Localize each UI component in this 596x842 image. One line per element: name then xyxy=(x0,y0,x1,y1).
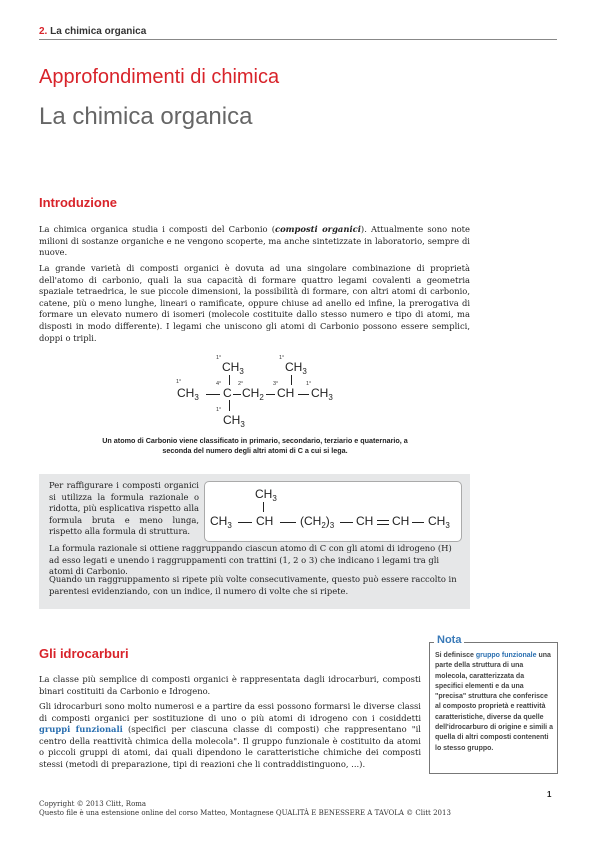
heading-introduzione: Introduzione xyxy=(39,195,117,210)
page-title: La chimica organica xyxy=(39,103,253,130)
hydro-paragraph-1: La classe più semplice di composti organici è rappresentata dagli idrocarburi, composti binari costituiti da Carbonio e Idrogeno. xyxy=(39,674,421,696)
rational-formula: $CH_3$ $CH_3$ CH $(CH_2)_3$ CH CH $CH_3$ xyxy=(210,487,450,530)
course-line: Questo file è una estensione online del corso Matteo, Montagnese QUALITÀ E BENESSERE A TAVOLA © Clitt 2013 xyxy=(39,809,451,817)
nota-label: Nota xyxy=(434,634,464,646)
chapter-number: 2. xyxy=(39,26,48,37)
gruppi-funzionali-term: gruppi funzionali xyxy=(39,724,123,735)
composti-organici-term: composti organici xyxy=(274,224,361,234)
hydro-paragraph-2: Gli idrocarburi sono molto numerosi e a partire da essi possono formarsi le diverse classi di composti organici per sostituzione di uno o più atomi di idrogeno con i cosiddetti gruppi funzionali (specifici per ciascuna classe di composti) che rappresentano "il centro della reattività chimica della molecola". Il gruppo funzionale è costituito da atomi o piccoli gruppi di atomi, dai quali dipendono le caratteristiche chimiche dei composti stessi (metodi di preparazione, tipi di reazioni che li contraddistinguono, ...). xyxy=(39,701,421,769)
page-number: 1 xyxy=(547,790,552,799)
intro-paragraph-1: La chimica organica studia i composti del Carbonio (composti organici). Attualmente sono note milioni di sostanze organiche e ne vengono scoperte, ma anche sintetizzate in laboratorio, sempre di nuove. xyxy=(39,224,470,258)
section-kicker: Approfondimenti di chimica xyxy=(39,66,280,88)
carbon-classification-structure: 1° $CH_3$ 1° $CH_3$ 1° $CH_3$ 4° C 2° $CH_2$ 3° CH 1° $CH_3$ 1° $CH_3$ xyxy=(176,355,333,429)
gruppo-funzionale-term: gruppo funzionale xyxy=(475,652,537,659)
box-side-text: Per raffigurare i composti organici si utilizza la formula razionale o ridotta, più esplicativa rispetto alla formula bruta e meno lunga, rispetto alla formula di struttura. xyxy=(49,480,199,537)
footer xyxy=(39,800,451,818)
nota-text: Si definisce gruppo funzionale una parte della struttura di una molecola, caratterizzata da specifici elementi e da una "precisa" struttura che conferisce al composto proprietà e reattività caratteristiche, diverse da quelle dell'idrocarburo di origine e simili a quella di altri composti contenenti lo stesso gruppo. xyxy=(435,652,553,752)
box-text-2: La formula razionale si ottiene raggruppando ciascun atomo di C con gli atomi di idrogeno (H) ad esso legati e unendo i raggruppamenti con trattini (1, 2 o 3) che indicano i legami tra gli atomi di Carbonio. xyxy=(49,543,452,577)
intro-paragraph-2: La grande varietà di composti organici è dovuta ad una singolare combinazione di proprietà dell'atomo di carbonio, quali la sua capacità di formare quattro legami covalenti a geometria spaziale tetraedrica, le sue piccole dimensioni, la possibilità di formare, con altri atomi di carbonio, catene, più o meno lunghe, lineari o ramificate, oppure chiuse ad anello ed infine, la prerogativa di formare un elevato numero di isomeri (molecole costituite dallo stesso numero e tipo di atomi, ma disposti in modo differente). I legami che uniscono gli atomi di Carbonio possono essere semplici, doppi o tripli. xyxy=(39,263,470,343)
copyright-line: Copyright © 2013 Clitt, Roma xyxy=(39,800,147,808)
structure-caption: Un atomo di Carbonio viene classificato in primario, secondario, terziario e quaternario, a seconda del numero degli altri atomi di C a cui si lega. xyxy=(102,436,408,455)
box-text-3: Quando un raggruppamento si ripete più volte consecutivamente, questo può essere raccolto in parentesi evidenziando, con un indice, il numero di volte che si ripete. xyxy=(49,574,457,596)
heading-idrocarburi: Gli idrocarburi xyxy=(39,646,129,661)
chapter-title: La chimica organica xyxy=(50,26,147,37)
